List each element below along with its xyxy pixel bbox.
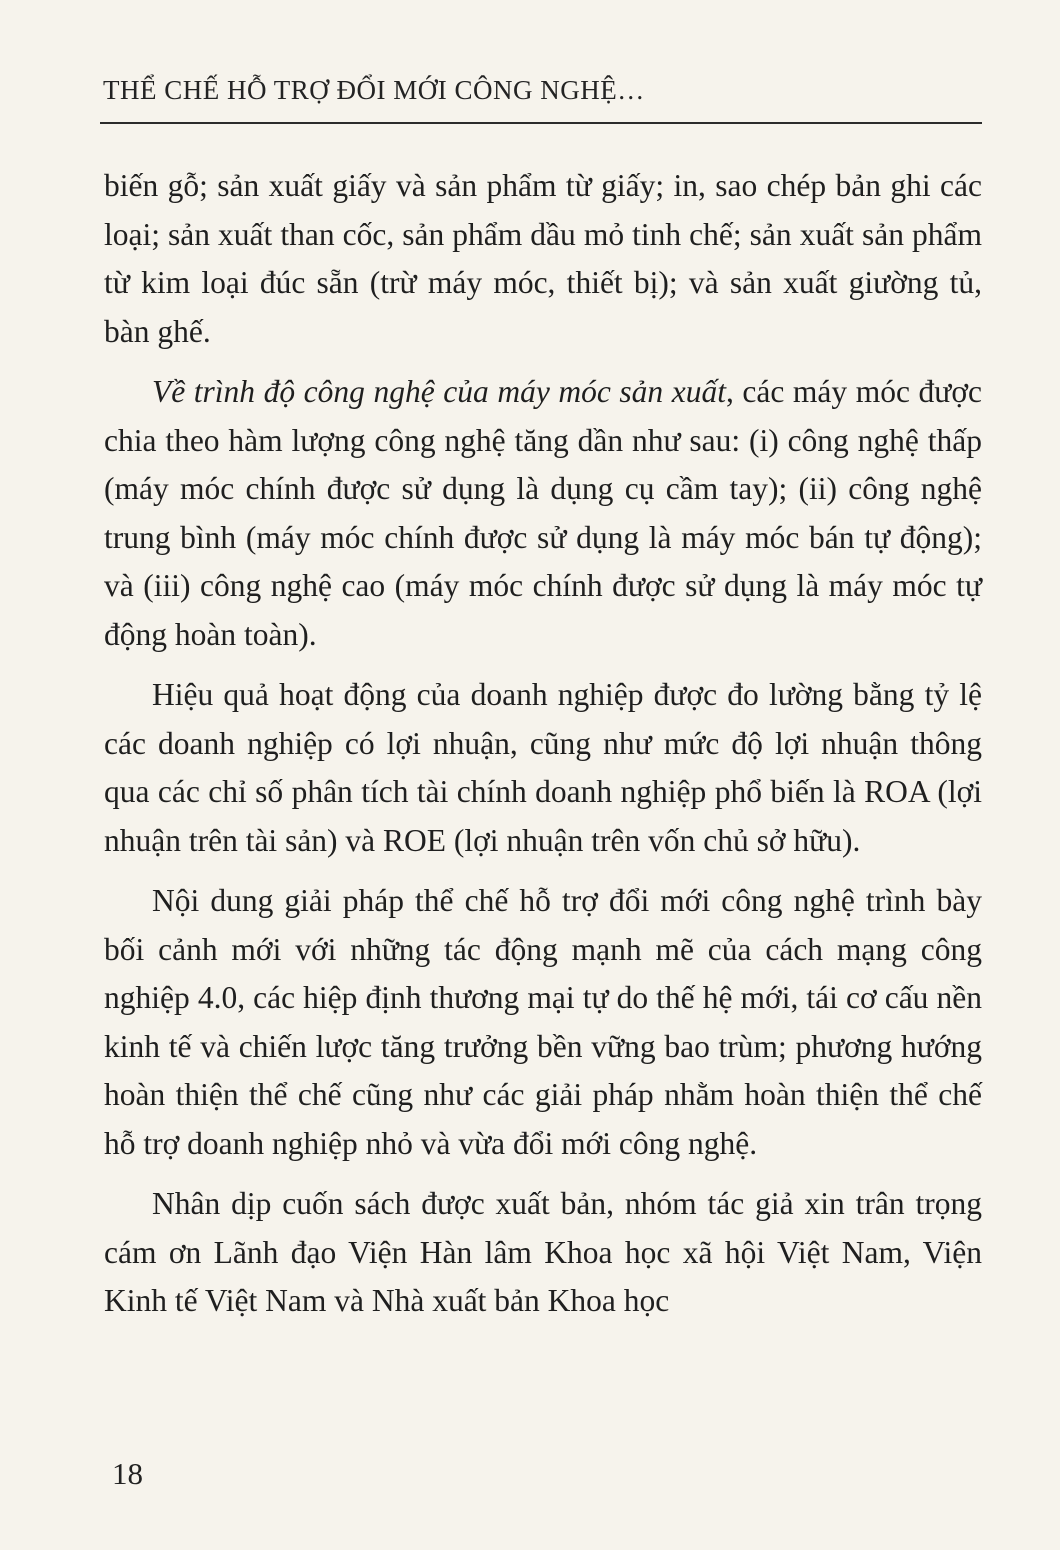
page-number: 18 — [112, 1456, 143, 1491]
paragraph-italic-lead: Về trình độ công nghệ của máy móc sản xuất — [152, 374, 726, 409]
paragraph-acknowledgements: Nhân dịp cuốn sách được xuất bản, nhóm tác giả xin trân trọng cám ơn Lãnh đạo Viện Hàn lâm Khoa học xã hội Việt Nam, Viện Kinh tế Việt Nam và Nhà xuất bản Khoa học — [104, 1186, 982, 1318]
page-body — [104, 162, 982, 1326]
paragraph-body: , các máy móc được chia theo hàm lượng công nghệ tăng dần như sau: (i) công nghệ thấp (máy móc chính được sử dụng là dụng cụ cầm tay); (ii) công nghệ trung bình (máy móc chính được sử dụng là máy móc bán tự động); và (iii) công nghệ cao (máy móc chính được sử dụng là máy móc tự động hoàn toàn). — [104, 374, 982, 652]
paragraph-technology-level — [104, 368, 982, 659]
header-divider — [100, 122, 982, 124]
running-header: THỂ CHẾ HỖ TRỢ ĐỔI MỚI CÔNG NGHỆ… — [103, 75, 645, 105]
paragraph-performance: Hiệu quả hoạt động của doanh nghiệp được đo lường bằng tỷ lệ các doanh nghiệp có lợi nhuận, cũng như mức độ lợi nhuận thông qua các chỉ số phân tích tài chính doanh nghiệp phổ biến là ROA (lợi nhuận trên tài sản) và ROE (lợi nhuận trên vốn chủ sở hữu). — [104, 677, 982, 858]
paragraph-continuation: biến gỗ; sản xuất giấy và sản phẩm từ giấy; in, sao chép bản ghi các loại; sản xuất than cốc, sản phẩm dầu mỏ tinh chế; sản xuất sản phẩm từ kim loại đúc sẵn (trừ máy móc, thiết bị); và sản xuất giường tủ, bàn ghế. — [104, 168, 982, 349]
paragraph-institutional-solutions: Nội dung giải pháp thể chế hỗ trợ đổi mới công nghệ trình bày bối cảnh mới với những tác động mạnh mẽ của cách mạng công nghiệp 4.0, các hiệp định thương mại tự do thế hệ mới, tái cơ cấu nền kinh tế và chiến lược tăng trưởng bền vững bao trùm; phương hướng hoàn thiện thể chế cũng như các giải pháp nhằm hoàn thiện thể chế hỗ trợ doanh nghiệp nhỏ và vừa đổi mới công nghệ. — [104, 883, 982, 1161]
